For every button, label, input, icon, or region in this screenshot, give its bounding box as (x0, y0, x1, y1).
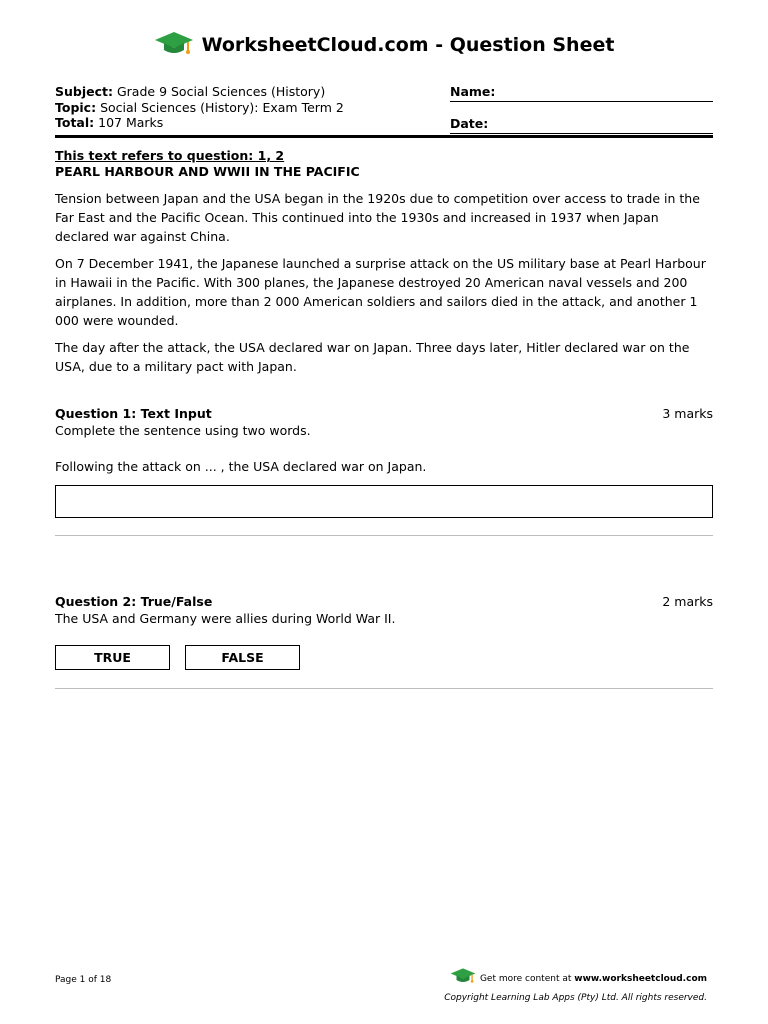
question-1-marks: 3 marks (662, 406, 713, 421)
question-2-heading (55, 594, 713, 610)
page-header (0, 30, 768, 59)
question-2-title: Question 2: True/False (55, 594, 213, 609)
passage-reference: This text refers to question: 1, 2 (55, 148, 285, 163)
total-value: 107 Marks (98, 115, 164, 130)
page-title: WorksheetCloud.com - Question Sheet (201, 33, 615, 56)
passage-paragraph: Tension between Japan and the USA began in the 1920s due to competition over access to trade in the Far East and the Pacific Ocean. This continued into the 1930s and increased in 1937 when Japan declared war against China. (55, 191, 700, 244)
question-1-prompt: Following the attack on ... , the USA declared war on Japan. (55, 459, 427, 474)
footer-credits (444, 967, 707, 1006)
total-label: Total: (55, 115, 95, 130)
footer-site-link[interactable]: www.worksheetcloud.com (574, 973, 707, 984)
question-divider (55, 535, 713, 536)
topic-line (55, 100, 435, 116)
topic-label: Topic: (55, 99, 97, 115)
name-field[interactable] (450, 84, 713, 102)
subject-value: Grade 9 Social Sciences (History) (116, 84, 326, 99)
graduation-cap-icon (450, 967, 476, 990)
footer-copyright: Copyright Learning Lab Apps (Pty) Ltd. All rights reserved. (444, 993, 707, 1003)
question-1-title: Question 1: Text Input (55, 406, 212, 421)
name-label: Name: (450, 84, 496, 99)
subject-label: Subject: (55, 84, 113, 99)
page-number: Page 1 of 18 (55, 975, 112, 985)
date-label: Date: (450, 116, 489, 131)
passage-title: PEARL HARBOUR AND WWII IN THE PACIFIC (55, 164, 360, 179)
main-content (55, 148, 713, 689)
question-1-heading (55, 406, 713, 422)
question-1-instruction: Complete the sentence using two words. (55, 423, 311, 438)
question-divider (55, 688, 713, 689)
total-line (55, 115, 435, 131)
question-1 (55, 406, 713, 536)
footer-get-more: Get more content at (479, 973, 575, 984)
question-2-statement: The USA and Germany were allies during World War II. (55, 611, 396, 626)
date-field[interactable] (450, 116, 713, 134)
true-false-options (55, 645, 713, 670)
question-2 (55, 594, 713, 689)
true-button[interactable]: TRUE (55, 645, 170, 670)
graduation-cap-icon (154, 30, 194, 59)
passage-paragraph: On 7 December 1941, the Japanese launched a surprise attack on the US military base at Pearl Harbour in Hawaii in the Pacific. With 300 planes, the Japanese destroyed 20 American naval vessels and 200 airplanes. In addition, more than 2 000 American soldiers and sailors died in the attack, and another 1 000 were wounded. (55, 256, 706, 328)
false-button[interactable]: FALSE (185, 645, 300, 670)
question-1-answer-input[interactable] (55, 485, 713, 518)
header-divider (55, 135, 713, 138)
passage-paragraph: The day after the attack, the USA declared war on Japan. Three days later, Hitler declared war on the USA, due to a military pact with Japan. (55, 340, 690, 374)
subject-line (55, 84, 435, 100)
topic-value: Social Sciences (History): Exam Term 2 (100, 99, 344, 115)
question-2-marks: 2 marks (662, 594, 713, 609)
